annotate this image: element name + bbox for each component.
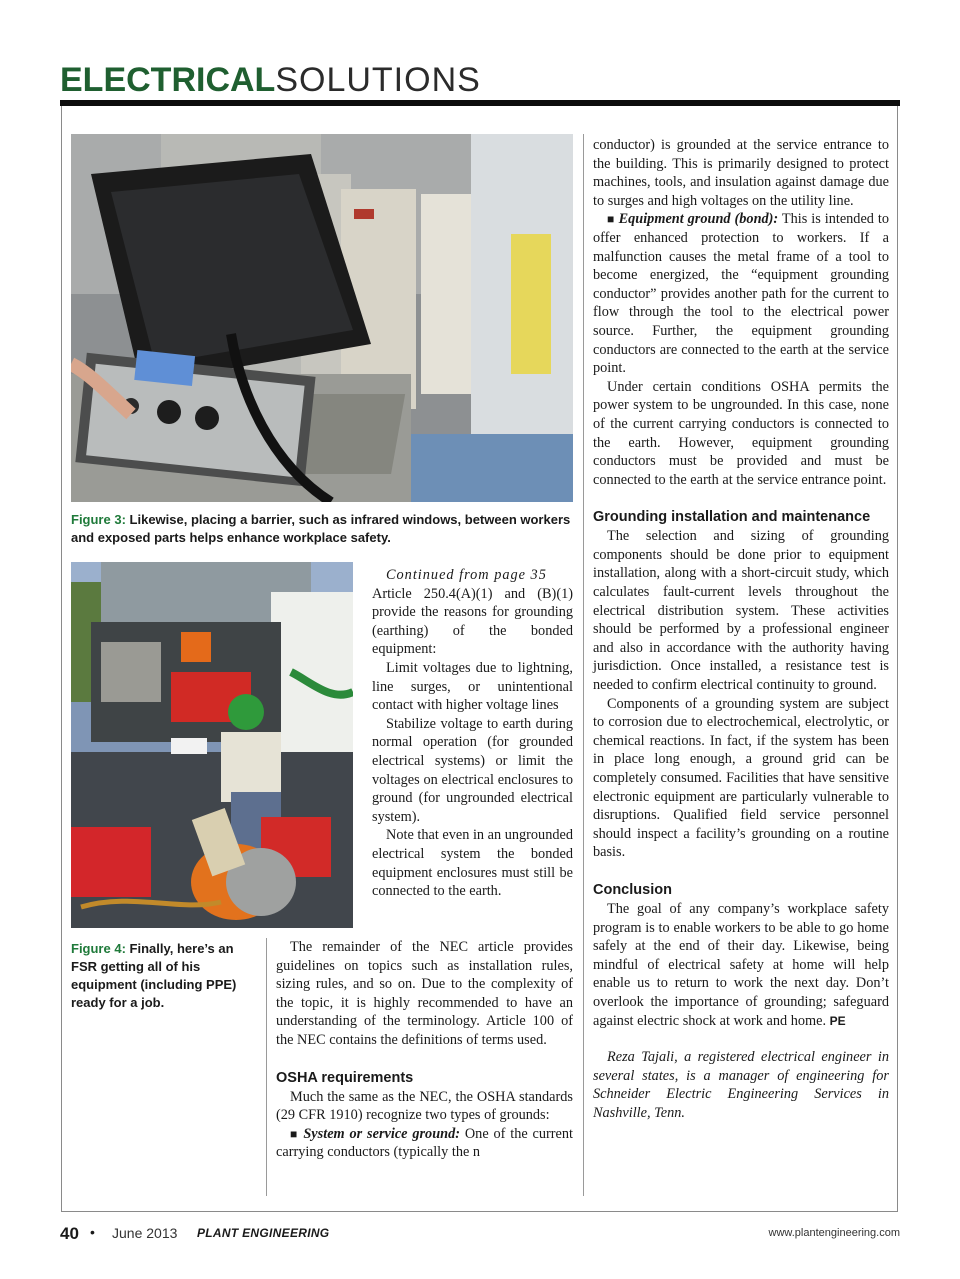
- spacer: [593, 1030, 889, 1048]
- figure-3-caption-text: Likewise, placing a barrier, such as infrared windows, between workers and exposed parts helps enhance workplace safety.: [71, 512, 571, 545]
- article-column-narrow: [372, 566, 573, 901]
- paragraph: The remainder of the NEC article provides guidelines on topics such as installation rules, sizing rules, and so on. Due to the complexity of the topic, it is highly recommended to have an understanding of the terminology. Article 100 of the NEC contains the definitions of terms used.: [276, 939, 573, 1048]
- figure-4-caption: [71, 940, 259, 1012]
- section-title-bold: ELECTRICAL: [60, 61, 276, 99]
- paragraph: conductor) is grounded at the service entrance to the building. This is primarily designed to protect machines, tools, and insulation against damage due to surges and high voltages on the utility line.: [593, 137, 889, 209]
- spacer: [593, 489, 889, 507]
- section-heading-grounding: Grounding installation and maintenance: [593, 509, 871, 526]
- paragraph: [593, 900, 889, 1030]
- page-footer: [60, 1224, 900, 1246]
- bullet-text: One of the current carrying conductors (typically the n: [276, 1125, 574, 1161]
- paragraph: Components of a grounding system are subject to corrosion due to electrochemical, electrolytic, or chemical reactions. In fact, if the system has been in place long enough, a ground grid can be completely consumed. Facilities that have sensitive electronic equipment are particularly vulnerable to disruptions. Qualified field service personnel should inspect a facility’s grounding on a routine basis.: [593, 695, 889, 861]
- article-column-right: [593, 136, 889, 1123]
- bullet-icon: ■: [607, 212, 615, 227]
- website-url: www.plantengineering.com: [768, 1227, 900, 1239]
- author-bio: Reza Tajali, a registered electrical engineer in several states, is a manager of engineering for Schneider Electric Engineering Services in Nashville, Tenn.: [593, 1049, 889, 1121]
- bullet-lead: Equipment ground (bond):: [618, 211, 779, 228]
- figure-4-label: Figure 4:: [71, 941, 126, 956]
- footer-separator: •: [90, 1224, 95, 1240]
- figure-4-illustration: [71, 562, 353, 928]
- figure-3-caption: [71, 511, 573, 547]
- continued-from-note: Continued from page 35: [386, 567, 547, 583]
- column-divider-left: [266, 938, 267, 1196]
- figure-3-photo: [71, 134, 573, 502]
- conclusion-text: The goal of any company’s workplace safety program is to enable workers to be able to go home safely at the end of their day. Likewise, being mindful of electrical safety at home will help enable us to return to work the next day. Don’t overlook the importance of grounding; safeguard against electric shock at work and home.: [593, 900, 889, 1029]
- paragraph: Limit voltages due to lightning, line surges, or unintentional contact with higher voltage lines: [372, 659, 573, 714]
- bullet-lead: System or service ground:: [303, 1125, 461, 1142]
- section-header: [60, 60, 481, 100]
- bullet-paragraph: [593, 210, 889, 377]
- section-heading-conclusion: Conclusion: [593, 881, 672, 898]
- section-title: [60, 60, 481, 100]
- bullet-text: This is intended to offer enhanced protection to workers. If a malfunction causes the metal frame of a tool to become energized, the “equipment grounding conductor” provides another path for the current to flow through the tool to the electrical power source. Further, the equipment grounding conductors are connected to the earth at the service point.: [593, 211, 890, 377]
- figure-3-label: Figure 3:: [71, 512, 126, 527]
- column-divider-right: [583, 134, 584, 1196]
- figure-4-caption-text: Finally, here’s an FSR getting all of his equipment (including PPE) ready for a job.: [71, 941, 237, 1010]
- paragraph: The selection and sizing of grounding components should be done prior to equipment installation, along with a short-circuit study, which calculates fault-current levels throughout the electrical distribution system. These activities should be performed by a professional engineer and also in accordance with the authority having jurisdiction. Once installed, a resistance test is needed to confirm electrical continuity to ground.: [593, 528, 889, 694]
- spacer: [593, 862, 889, 880]
- paragraph: Stabilize voltage to earth during normal operation (for grounded electrical systems) or limit the voltages on electrical enclosures to ground (for ungrounded electrical system).: [372, 715, 573, 825]
- page-number: 40: [60, 1224, 79, 1243]
- issue-date: June 2013: [112, 1225, 178, 1241]
- end-mark-icon: PE: [829, 1013, 846, 1028]
- paragraph: Much the same as the NEC, the OSHA standards (29 CFR 1910) recognize two types of grounds:: [276, 1088, 573, 1124]
- paragraph: Under certain conditions OSHA permits the power system to be ungrounded. In this case, none of the current carrying conductors is connected to the earth. However, equipment grounding conductors must be provided and must be connected to the earth at the service entrance point.: [593, 378, 889, 488]
- paragraph: Note that even in an ungrounded electrical system the bonded equipment enclosures must still be connected to the earth.: [372, 827, 573, 900]
- bullet-paragraph: [276, 1125, 573, 1162]
- figure-3-illustration: [71, 134, 573, 502]
- bullet-icon: ■: [290, 1126, 299, 1141]
- spacer: [276, 1050, 573, 1068]
- paragraph: Article 250.4(A)(1) and (B)(1) provide the reasons for grounding (earthing) of the bonded equipment:: [372, 585, 573, 658]
- article-column-lower: [276, 938, 573, 1162]
- section-title-light: SOLUTIONS: [275, 61, 481, 99]
- figure-4-photo: [71, 562, 353, 928]
- section-heading-osha: OSHA requirements: [276, 1069, 414, 1086]
- magazine-name: PLANT ENGINEERING: [197, 1226, 330, 1240]
